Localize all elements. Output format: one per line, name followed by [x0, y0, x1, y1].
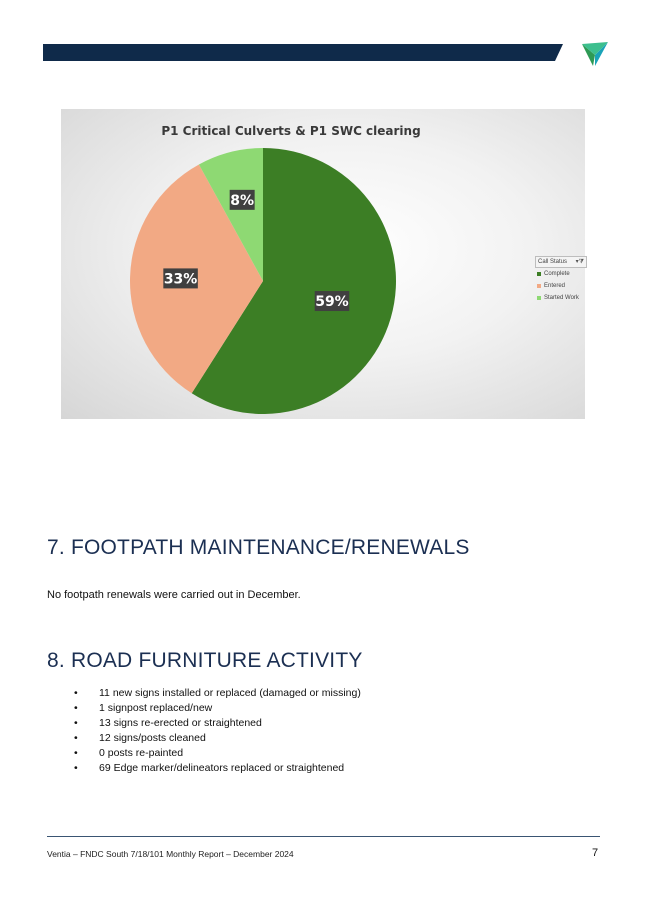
- header-bar: [43, 44, 563, 61]
- list-item-text: 11 new signs installed or replaced (damaged or missing): [99, 687, 361, 699]
- legend-item-entered[interactable]: [537, 283, 587, 289]
- footpath-paragraph: No footpath renewals were carried out in December.: [47, 589, 301, 601]
- list-item-text: 1 signpost replaced/new: [99, 702, 213, 714]
- section-heading-road-furniture: 8. ROAD FURNITURE ACTIVITY: [47, 649, 363, 672]
- legend-swatch: [537, 272, 541, 276]
- data-label-text: 33%: [163, 271, 198, 288]
- data-label-complete: [315, 291, 350, 311]
- bullet-icon: •: [74, 702, 78, 714]
- list-item-text: 69 Edge marker/delineators replaced or straightened: [99, 762, 345, 774]
- bullet-icon: •: [74, 732, 78, 744]
- section-heading-footpath: 7. FOOTPATH MAINTENANCE/RENEWALS: [47, 536, 470, 559]
- list-item: [74, 746, 361, 761]
- legend-item-complete[interactable]: [537, 271, 587, 277]
- footer-divider: [47, 836, 600, 837]
- list-item-text: 12 signs/posts cleaned: [99, 732, 206, 744]
- data-label-entered: [163, 268, 198, 288]
- bullet-icon: •: [74, 687, 78, 699]
- legend-header[interactable]: [535, 256, 587, 268]
- list-item: [74, 701, 361, 716]
- legend-swatch: [537, 296, 541, 300]
- bullet-icon: •: [74, 717, 78, 729]
- legend-swatch: [537, 284, 541, 288]
- bullet-icon: •: [74, 747, 78, 759]
- chart-title: P1 Critical Culverts & P1 SWC clearing: [161, 124, 421, 138]
- list-item: [74, 716, 361, 731]
- legend-item-started-work[interactable]: [537, 295, 587, 301]
- data-label-started-work: [230, 190, 255, 210]
- bullet-icon: •: [74, 762, 78, 774]
- pie-chart-svg: [61, 109, 585, 419]
- road-furniture-list: [74, 686, 361, 776]
- chart-legend[interactable]: [535, 256, 587, 307]
- legend-label: Started Work: [544, 295, 579, 301]
- footer-text: Ventia – FNDC South 7/18/101 Monthly Report – December 2024: [47, 849, 294, 859]
- legend-label: Entered: [544, 283, 566, 289]
- list-item: [74, 731, 361, 746]
- pie-chart: [61, 109, 585, 419]
- list-item-text: 0 posts re-painted: [99, 747, 184, 759]
- ventia-v-logo-icon: [582, 42, 608, 66]
- data-label-text: 8%: [230, 192, 255, 209]
- legend-title: Call Status: [538, 259, 568, 265]
- data-label-text: 59%: [315, 294, 349, 311]
- filter-icon[interactable]: ▾⧩: [575, 259, 584, 265]
- list-item: [74, 761, 361, 776]
- legend-label: Complete: [544, 271, 570, 277]
- list-item-text: 13 signs re-erected or straightened: [99, 717, 262, 729]
- list-item: [74, 686, 361, 701]
- page-number: 7: [592, 847, 599, 859]
